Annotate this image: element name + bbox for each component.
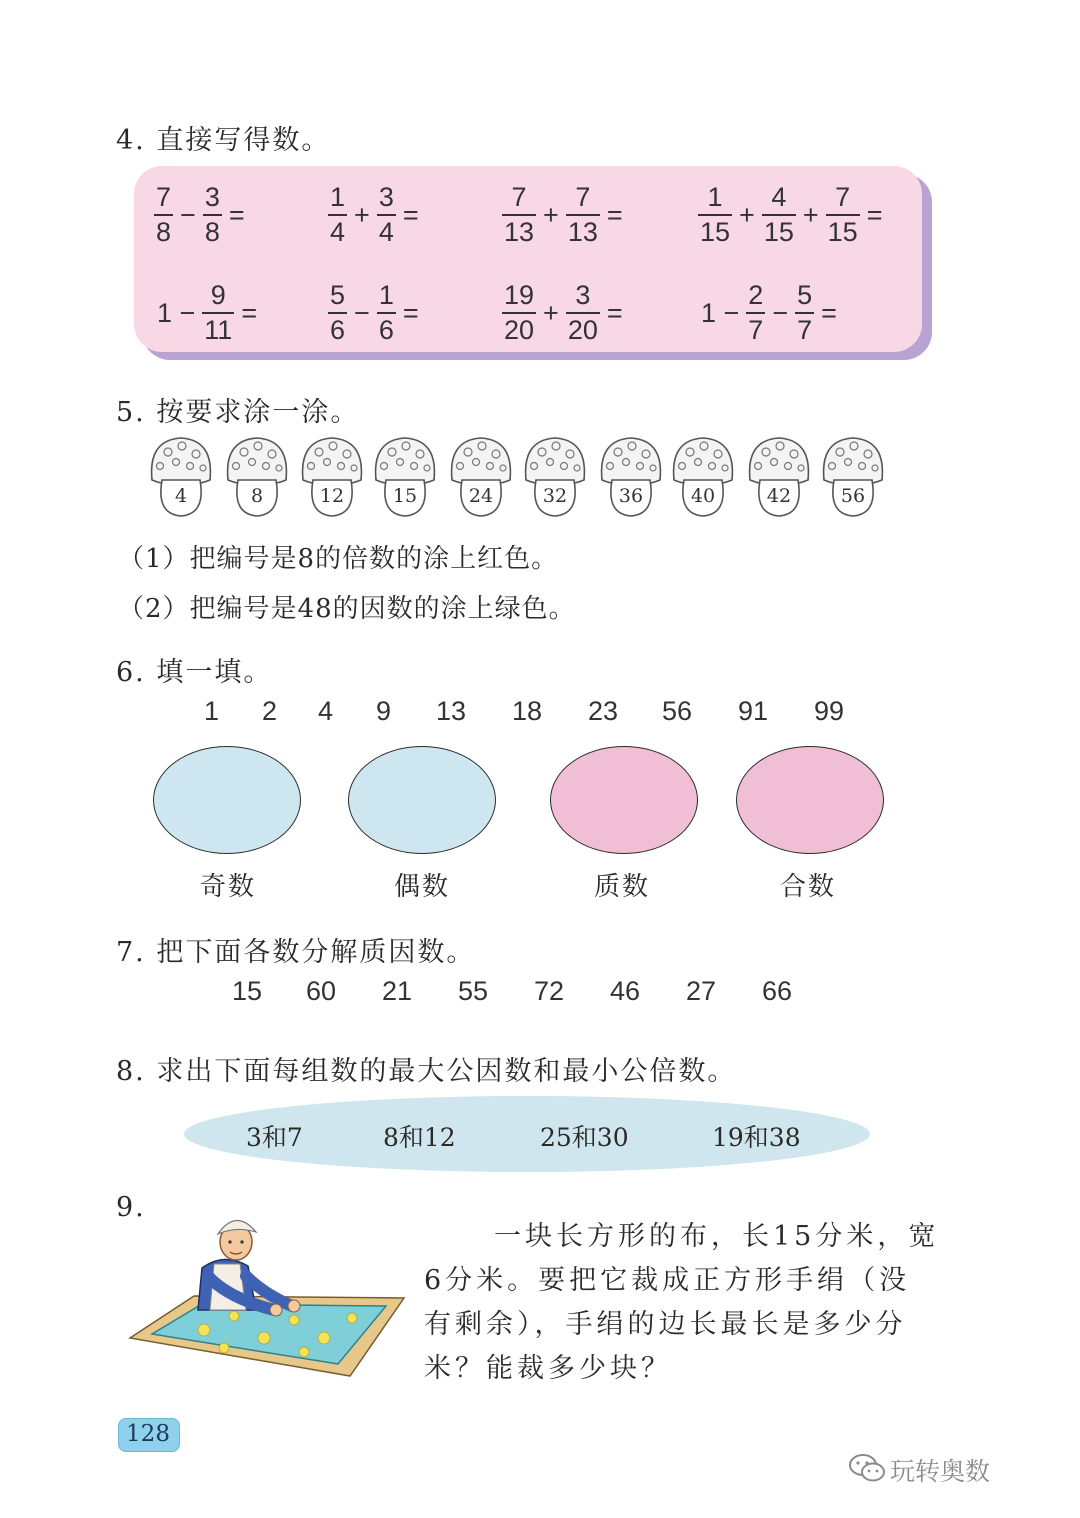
- operator: =: [606, 297, 623, 328]
- q7-number: 27: [686, 976, 717, 1006]
- q6-number: 91: [738, 696, 769, 726]
- q9-line-4: 米？能裁多少块？: [424, 1353, 672, 1384]
- operator: =: [402, 199, 419, 230]
- q7-number: 60: [306, 976, 337, 1006]
- fraction: [826, 184, 860, 246]
- calc-expression: [500, 282, 628, 344]
- tailor-illustration: [124, 1206, 414, 1384]
- pair-3: 25和30: [540, 1123, 629, 1152]
- fraction-numerator: 5: [330, 280, 346, 310]
- mushroom-icon: [370, 434, 440, 520]
- mushroom-number: 24: [468, 485, 494, 507]
- fraction: [203, 184, 222, 246]
- composite-set-oval[interactable]: [736, 746, 884, 854]
- fraction: [795, 282, 814, 344]
- mushroom-icon: [744, 434, 814, 520]
- mushroom[interactable]: [146, 434, 216, 520]
- fraction-numerator: 4: [771, 182, 787, 212]
- q9-line-1: 一块长方形的布，长15分米，宽: [494, 1221, 940, 1252]
- operator: +: [354, 199, 370, 230]
- fraction: [328, 282, 347, 344]
- fraction-numerator: 3: [378, 182, 394, 212]
- q5-title: 5. 按要求涂一涂。: [116, 397, 360, 428]
- q6-number: 1: [204, 696, 220, 726]
- q6-number: 4: [318, 696, 334, 726]
- fraction-numerator: 7: [511, 182, 527, 212]
- q4-title: 4. 直接写得数。: [116, 125, 331, 156]
- operator: =: [241, 297, 258, 328]
- wechat-icon: [848, 1452, 886, 1484]
- operator: =: [228, 199, 245, 230]
- mushroom-icon: [818, 434, 888, 520]
- q7-title: 7. 把下面各数分解质因数。: [116, 937, 476, 968]
- fraction-denominator: 13: [502, 214, 536, 246]
- fraction-numerator: 7: [835, 182, 851, 212]
- fraction-denominator: 15: [826, 214, 860, 246]
- operator: +: [543, 199, 559, 230]
- mushroom[interactable]: [744, 434, 814, 520]
- operator: 1 −: [157, 297, 196, 328]
- q6-title: 6. 填一填。: [116, 657, 273, 688]
- composite-set-label: 合数: [779, 872, 836, 902]
- calc-expression: [152, 282, 262, 344]
- operator: =: [821, 297, 837, 328]
- prime-set-oval[interactable]: [550, 746, 698, 854]
- mushroom-number: 15: [392, 485, 418, 507]
- fraction: [746, 282, 765, 344]
- even-set-label: 偶数: [393, 872, 450, 902]
- pair-2: 8和12: [383, 1123, 456, 1152]
- fraction-denominator: 11: [202, 312, 234, 344]
- calc-expression: [500, 184, 628, 246]
- q8-title: 8. 求出下面每组数的最大公因数和最小公倍数。: [116, 1056, 737, 1087]
- mushroom-icon: [596, 434, 666, 520]
- operator: −: [772, 297, 789, 328]
- mushroom-number: 56: [840, 485, 866, 507]
- operator: =: [402, 297, 419, 328]
- q7-number: 72: [534, 976, 565, 1006]
- odd-set-oval[interactable]: [153, 746, 301, 854]
- q5-task-1: （1）把编号是8的倍数的涂上红色。: [118, 544, 559, 574]
- operator: =: [606, 199, 623, 230]
- fraction-denominator: 7: [795, 312, 814, 344]
- fraction: [502, 282, 536, 344]
- mushroom-icon: [446, 434, 516, 520]
- fraction-numerator: 5: [797, 280, 813, 310]
- fraction-denominator: 13: [566, 214, 600, 246]
- fraction-numerator: 1: [707, 182, 723, 212]
- odd-set-label: 奇数: [199, 872, 256, 902]
- fraction-numerator: 7: [575, 182, 591, 212]
- operator: +: [802, 199, 819, 230]
- fraction: [328, 184, 347, 246]
- even-set-oval[interactable]: [348, 746, 496, 854]
- q6-number: 99: [814, 696, 845, 726]
- fraction: [202, 282, 234, 344]
- mushroom-icon: [222, 434, 292, 520]
- fraction: [502, 184, 536, 246]
- fraction-denominator: 20: [502, 312, 536, 344]
- q7-number: 55: [458, 976, 489, 1006]
- fraction-denominator: 7: [746, 312, 765, 344]
- calc-expression: [326, 184, 424, 246]
- fraction-numerator: 1: [378, 280, 394, 310]
- fraction-denominator: 4: [328, 214, 347, 246]
- fraction-denominator: 15: [762, 214, 796, 246]
- q6-number: 18: [512, 696, 543, 726]
- mushroom-number: 8: [250, 485, 264, 507]
- operator: −: [180, 199, 196, 230]
- mushroom-number: 4: [174, 485, 188, 507]
- fraction: [566, 282, 600, 344]
- mushroom-icon: [520, 434, 590, 520]
- q9-line-2: 6分米。要把它裁成正方形手绢（没: [424, 1265, 911, 1296]
- fraction-denominator: 8: [154, 214, 173, 246]
- q7-number: 15: [232, 976, 263, 1006]
- mushroom-number: 12: [319, 485, 345, 507]
- q6-number: 13: [436, 696, 467, 726]
- q7-number: 46: [610, 976, 641, 1006]
- mushroom[interactable]: [668, 434, 738, 520]
- q6-number: 2: [262, 696, 278, 726]
- page-number: 128: [126, 1421, 170, 1447]
- mushroom[interactable]: [596, 434, 666, 520]
- q6-number: 23: [588, 696, 619, 726]
- fraction: [377, 184, 396, 246]
- mushroom-number: 40: [690, 485, 716, 507]
- fraction-numerator: 19: [504, 280, 535, 310]
- operator: 1 −: [701, 297, 740, 328]
- calc-expression: [326, 282, 424, 344]
- fraction-denominator: 6: [377, 312, 396, 344]
- mushroom[interactable]: [446, 434, 516, 520]
- q7-number: 66: [762, 976, 793, 1006]
- mushroom[interactable]: [222, 434, 292, 520]
- prime-set-label: 质数: [593, 872, 650, 902]
- fraction-numerator: 7: [156, 182, 172, 212]
- fraction-denominator: 4: [377, 214, 396, 246]
- operator: −: [354, 297, 370, 328]
- q7-number: 21: [382, 976, 413, 1006]
- fraction-denominator: 8: [203, 214, 222, 246]
- fraction: [698, 184, 732, 246]
- calc-expression: [696, 184, 887, 246]
- q6-number: 56: [662, 696, 693, 726]
- q6-number: 9: [376, 696, 392, 726]
- mushroom[interactable]: [818, 434, 888, 520]
- operator: +: [543, 297, 559, 328]
- fraction-denominator: 6: [328, 312, 347, 344]
- q9-title: 9.: [116, 1192, 146, 1223]
- q9-line-3: 有剩余），手绢的边长最长是多少分: [424, 1309, 907, 1340]
- pair-4: 19和38: [712, 1123, 801, 1152]
- fraction-numerator: 3: [575, 280, 591, 310]
- q5-task-2: （2）把编号是48的因数的涂上绿色。: [118, 594, 576, 624]
- calc-expression: [152, 184, 250, 246]
- fraction-numerator: 3: [204, 182, 220, 212]
- fraction-numerator: 9: [210, 280, 226, 310]
- mushroom[interactable]: [370, 434, 440, 520]
- mushroom-number: 32: [542, 485, 568, 507]
- pair-1: 3和7: [246, 1123, 303, 1152]
- mushroom[interactable]: [297, 434, 367, 520]
- watermark: 玩转奥数: [890, 1457, 991, 1486]
- fraction-denominator: 20: [566, 312, 600, 344]
- mushroom[interactable]: [520, 434, 590, 520]
- fraction: [762, 184, 796, 246]
- mushroom-number: 42: [766, 485, 792, 507]
- calc-expression: [696, 282, 842, 344]
- mushroom-icon: [146, 434, 216, 520]
- fraction-numerator: 2: [748, 280, 764, 310]
- fraction: [154, 184, 173, 246]
- mushroom-icon: [668, 434, 738, 520]
- mushroom-number: 36: [618, 485, 644, 507]
- operator: =: [866, 199, 883, 230]
- mushroom-icon: [297, 434, 367, 520]
- fraction-denominator: 15: [698, 214, 732, 246]
- operator: +: [739, 199, 755, 230]
- fraction: [566, 184, 600, 246]
- fraction: [377, 282, 396, 344]
- fraction-numerator: 1: [330, 182, 346, 212]
